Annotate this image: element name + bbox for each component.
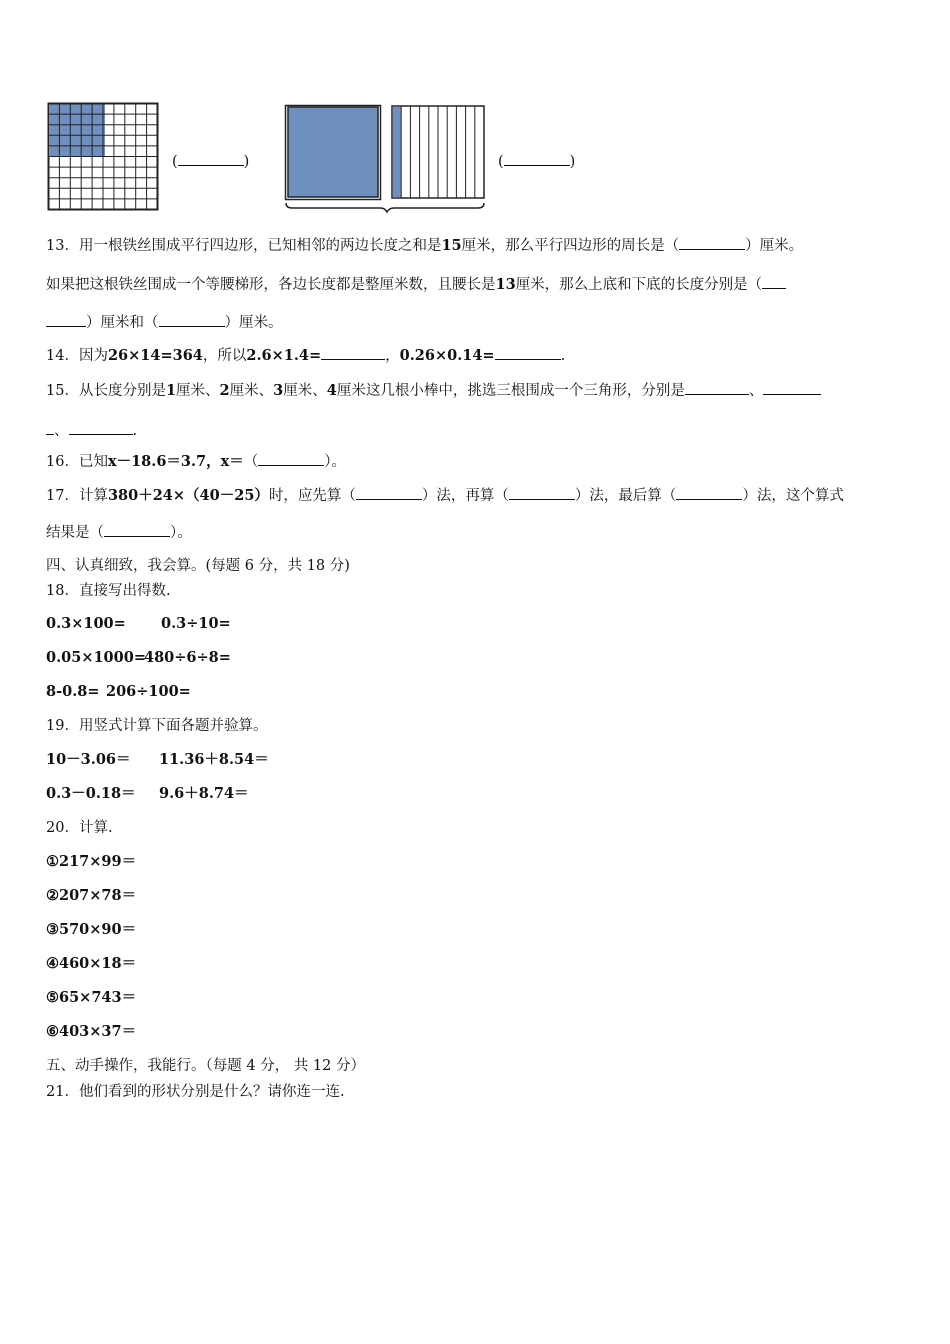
q18-title: 18．直接写出得数. xyxy=(46,583,171,599)
q13-blank-perimeter[interactable] xyxy=(679,235,745,250)
q14-line: 14．因为26×14=364，所以2.6×1.4= ，0.26×0.14= . xyxy=(46,347,566,364)
q20-item-2: ②207×78＝ xyxy=(46,887,137,904)
q17-line2: 结果是（ ）。 xyxy=(46,522,192,543)
q13-blank-bottom-base[interactable] xyxy=(159,312,225,327)
q20-item-5: ⑤65×743＝ xyxy=(46,989,137,1006)
answer-blank-figure-right[interactable]: ( ) xyxy=(498,151,575,170)
q18-row1: 0.3×100= 0.3÷10= xyxy=(46,615,231,632)
q20-item-4: ④460×18＝ xyxy=(46,955,137,972)
q15-blank-2a[interactable] xyxy=(763,380,821,395)
q14-blank-1[interactable] xyxy=(321,345,385,360)
section-4-heading: 四、认真细致，我会算。(每题 6 分，共 18 分) xyxy=(46,558,350,574)
q15-blank-3[interactable] xyxy=(69,420,133,435)
q13-line2: 如果把这根铁丝围成一个等腰梯形，各边长度都是整厘米数，且腰长是13厘米，那么上底和下底的长度分别是（ xyxy=(46,274,786,295)
brace xyxy=(286,203,484,212)
section-5-heading: 五、动手操作，我能行。（每题 4 分， 共 12 分） xyxy=(46,1058,365,1074)
q15-blank-2b[interactable] xyxy=(46,420,54,435)
q18-row3: 8-0.8= 206÷100= xyxy=(46,683,191,700)
q17-blank-first[interactable] xyxy=(356,485,422,500)
square-and-strips-figure xyxy=(284,104,490,214)
filled-square xyxy=(288,107,378,197)
q17-blank-last[interactable] xyxy=(676,485,742,500)
q16-line: 16．已知x－18.6＝3.7，x＝（ ）。 xyxy=(46,453,347,470)
q13-blank-top-base-part2[interactable] xyxy=(46,312,86,327)
q15-line1: 15．从长度分别是1厘米、2厘米、3厘米、4厘米这几根小棒中，挑选三根围成一个三角形，分别是 、 xyxy=(46,380,821,401)
grid-figure xyxy=(46,102,160,212)
shaded-strip xyxy=(393,107,401,197)
q15-blank-1[interactable] xyxy=(685,380,749,395)
q19-row1: 10－3.06＝ 11.36＋8.54＝ xyxy=(46,751,269,768)
q16-blank[interactable] xyxy=(258,451,324,466)
q13-line1: 13．用一根铁丝围成平行四边形，已知相邻的两边长度之和是15厘米，那么平行四边形的周长是（ ）厘米。 xyxy=(46,237,804,254)
q17-line1: 17．计算380＋24×（40－25）时，应先算（ ）法，再算（ ）法，最后算（ ）法，这个算式 xyxy=(46,487,844,504)
q13-blank-top-base-part1[interactable] xyxy=(762,274,786,289)
q18-row2: 0.05×1000=480÷6÷8= xyxy=(46,649,231,666)
q19-title: 19．用竖式计算下面各题并验算。 xyxy=(46,718,268,734)
q14-blank-2[interactable] xyxy=(495,345,561,360)
q20-item-3: ③570×90＝ xyxy=(46,921,137,938)
q13-line3: ）厘米和（ ）厘米。 xyxy=(46,312,283,333)
q15-line2: 、 . xyxy=(46,420,137,441)
q20-title: 20．计算. xyxy=(46,820,113,836)
grid-shaded-area xyxy=(50,104,105,156)
q19-row2: 0.3－0.18＝ 9.6＋8.74＝ xyxy=(46,785,249,802)
q20-item-6: ⑥403×37＝ xyxy=(46,1023,137,1040)
q20-item-1: ①217×99＝ xyxy=(46,853,137,870)
q21-title: 21．他们看到的形状分别是什么？请你连一连. xyxy=(46,1084,345,1100)
q17-blank-result[interactable] xyxy=(104,522,170,537)
answer-blank-figure-left[interactable]: ( ) xyxy=(172,151,249,170)
q17-blank-second[interactable] xyxy=(509,485,575,500)
